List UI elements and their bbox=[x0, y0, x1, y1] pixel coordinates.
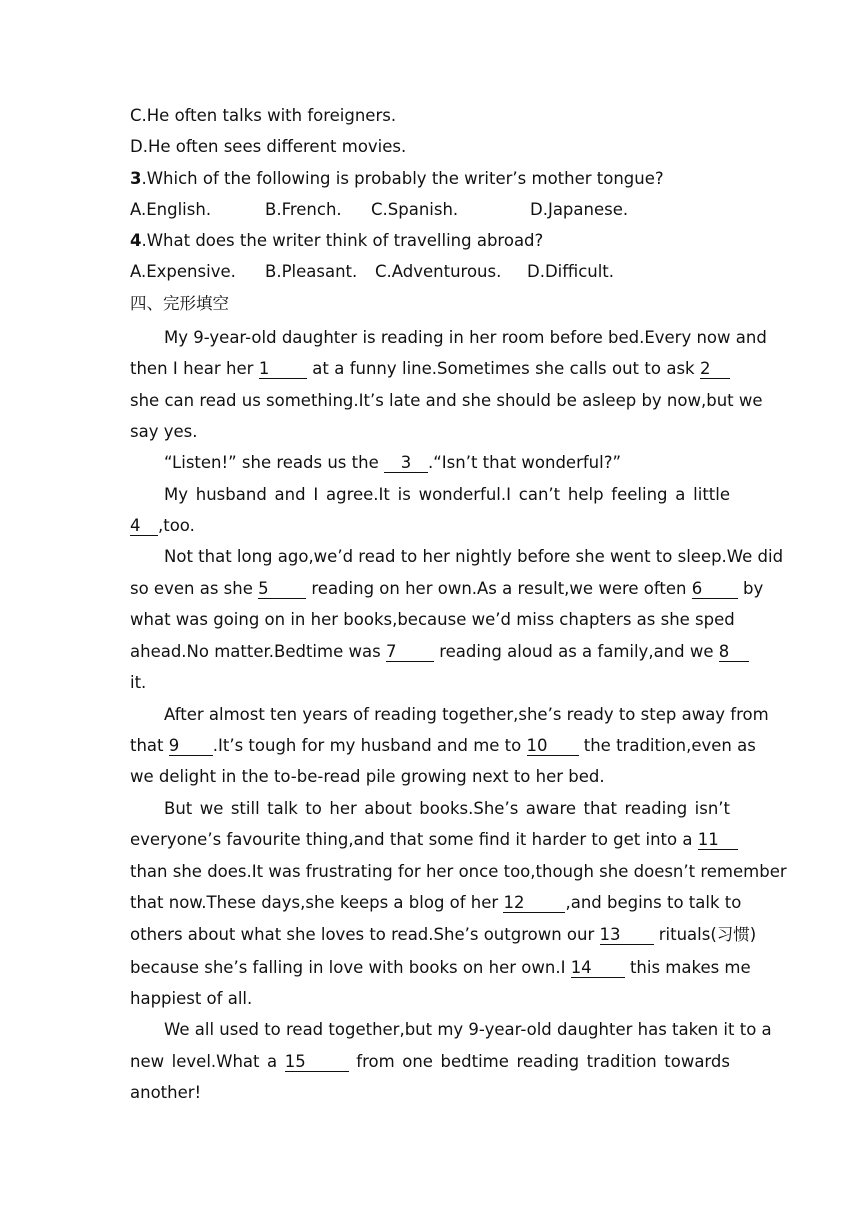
blank-13[interactable]: 13 bbox=[600, 926, 654, 945]
text-run: ,and begins to talk to bbox=[565, 893, 742, 912]
option-c: C.He often talks with foreigners. bbox=[130, 106, 397, 125]
text-run: others about what she loves to read.She’s outgrown our bbox=[130, 925, 595, 944]
option-a: A.Expensive. bbox=[130, 262, 236, 281]
option-c: C.Adventurous. bbox=[375, 262, 502, 281]
passage-line: it. bbox=[130, 673, 147, 692]
text-run: new level.What a bbox=[130, 1052, 278, 1071]
text-run: reading on her own.As a result,we were often bbox=[311, 579, 687, 598]
passage-line: we delight in the to-be-read pile growing next to her bed. bbox=[130, 767, 605, 786]
text-run: .It’s tough for my husband and me to bbox=[212, 736, 522, 755]
blank-14[interactable]: 14 bbox=[571, 959, 625, 978]
option-d: D.Japanese. bbox=[530, 200, 629, 219]
passage-line bbox=[130, 579, 764, 599]
passage-line: Not that long ago,we’d read to her nightly before she went to sleep.We did bbox=[164, 547, 784, 566]
blank-11[interactable]: 11 bbox=[698, 831, 738, 850]
text-run: so even as she bbox=[130, 579, 253, 598]
blank-7[interactable]: 7 bbox=[386, 643, 434, 662]
text-run: because she’s falling in love with books on her own.I bbox=[130, 958, 566, 977]
option-b: B.Pleasant. bbox=[265, 262, 358, 281]
passage-line: My 9-year-old daughter is reading in her room before bed.Every now and bbox=[164, 328, 767, 347]
passage-line bbox=[130, 958, 751, 978]
passage-line: My husband and I agree.It is wonderful.I can’t help feeling a little bbox=[164, 485, 730, 504]
question-stem: .What does the writer think of travelling abroad? bbox=[141, 231, 544, 250]
passage-line bbox=[130, 736, 756, 756]
passage-line bbox=[130, 925, 757, 945]
text-run: rituals(习惯) bbox=[658, 925, 757, 944]
text-run: then I hear her bbox=[130, 359, 254, 378]
text-run: .“Isn’t that wonderful?” bbox=[427, 453, 622, 472]
blank-12[interactable]: 12 bbox=[503, 894, 565, 913]
text-run: at a funny line.Sometimes she calls out to ask bbox=[312, 359, 695, 378]
text-run: by bbox=[742, 579, 764, 598]
text-run: “Listen!” she reads us the bbox=[164, 453, 379, 472]
section-title: 四、完形填空 bbox=[130, 294, 229, 313]
text-run: reading aloud as a family,and we bbox=[439, 642, 714, 661]
passage-line bbox=[130, 830, 730, 850]
passage-line bbox=[130, 893, 742, 913]
text-run: from one bedtime reading tradition towards bbox=[356, 1052, 730, 1071]
text-run: everyone’s favourite thing,and that some find it harder to get into a bbox=[130, 830, 693, 849]
blank-4[interactable]: 4 bbox=[130, 517, 158, 536]
passage-line: what was going on in her books,because we’d miss chapters as she sped bbox=[130, 610, 735, 629]
passage-line: We all used to read together,but my 9-year-old daughter has taken it to a bbox=[164, 1020, 772, 1039]
passage-line: she can read us something.It’s late and she should be asleep by now,but we bbox=[130, 391, 763, 410]
question-number: 4 bbox=[130, 231, 142, 250]
text-run: that now.These days,she keeps a blog of her bbox=[130, 893, 499, 912]
question-stem: .Which of the following is probably the writer’s mother tongue? bbox=[141, 169, 664, 188]
blank-9[interactable]: 9 bbox=[169, 737, 213, 756]
passage-line: another! bbox=[130, 1083, 202, 1102]
blank-15[interactable]: 15 bbox=[285, 1053, 349, 1072]
passage-line bbox=[130, 453, 730, 473]
text-run: this makes me bbox=[629, 958, 751, 977]
option-d: D.Difficult. bbox=[527, 262, 615, 281]
blank-2[interactable]: 2 bbox=[700, 360, 730, 379]
passage-line bbox=[130, 1052, 730, 1072]
blank-8[interactable]: 8 bbox=[719, 643, 749, 662]
passage-line: But we still talk to her about books.She’s aware that reading isn’t bbox=[164, 799, 730, 818]
text-run: that bbox=[130, 736, 164, 755]
blank-3[interactable]: 3 bbox=[384, 454, 428, 473]
blank-5[interactable]: 5 bbox=[258, 580, 306, 599]
text-run: ahead.No matter.Bedtime was bbox=[130, 642, 381, 661]
passage-line: than she does.It was frustrating for her once too,though she doesn’t remember bbox=[130, 862, 787, 881]
option-c: C.Spanish. bbox=[371, 200, 459, 219]
blank-1[interactable]: 1 bbox=[259, 360, 307, 379]
option-b: B.French. bbox=[265, 200, 342, 219]
option-a: A.English. bbox=[130, 200, 212, 219]
question-number: 3 bbox=[130, 169, 142, 188]
text-run: the tradition,even as bbox=[583, 736, 756, 755]
passage-line bbox=[130, 516, 730, 536]
text-run: ,too. bbox=[158, 516, 195, 535]
passage-line: happiest of all. bbox=[130, 989, 253, 1008]
option-d: D.He often sees different movies. bbox=[130, 137, 407, 156]
blank-10[interactable]: 10 bbox=[527, 737, 579, 756]
passage-line bbox=[130, 642, 730, 662]
question-3 bbox=[130, 169, 730, 189]
question-4 bbox=[130, 231, 730, 251]
passage-line bbox=[130, 359, 730, 379]
blank-6[interactable]: 6 bbox=[692, 580, 738, 599]
passage-line: After almost ten years of reading together,she’s ready to step away from bbox=[164, 705, 769, 724]
passage-line: say yes. bbox=[130, 422, 198, 441]
